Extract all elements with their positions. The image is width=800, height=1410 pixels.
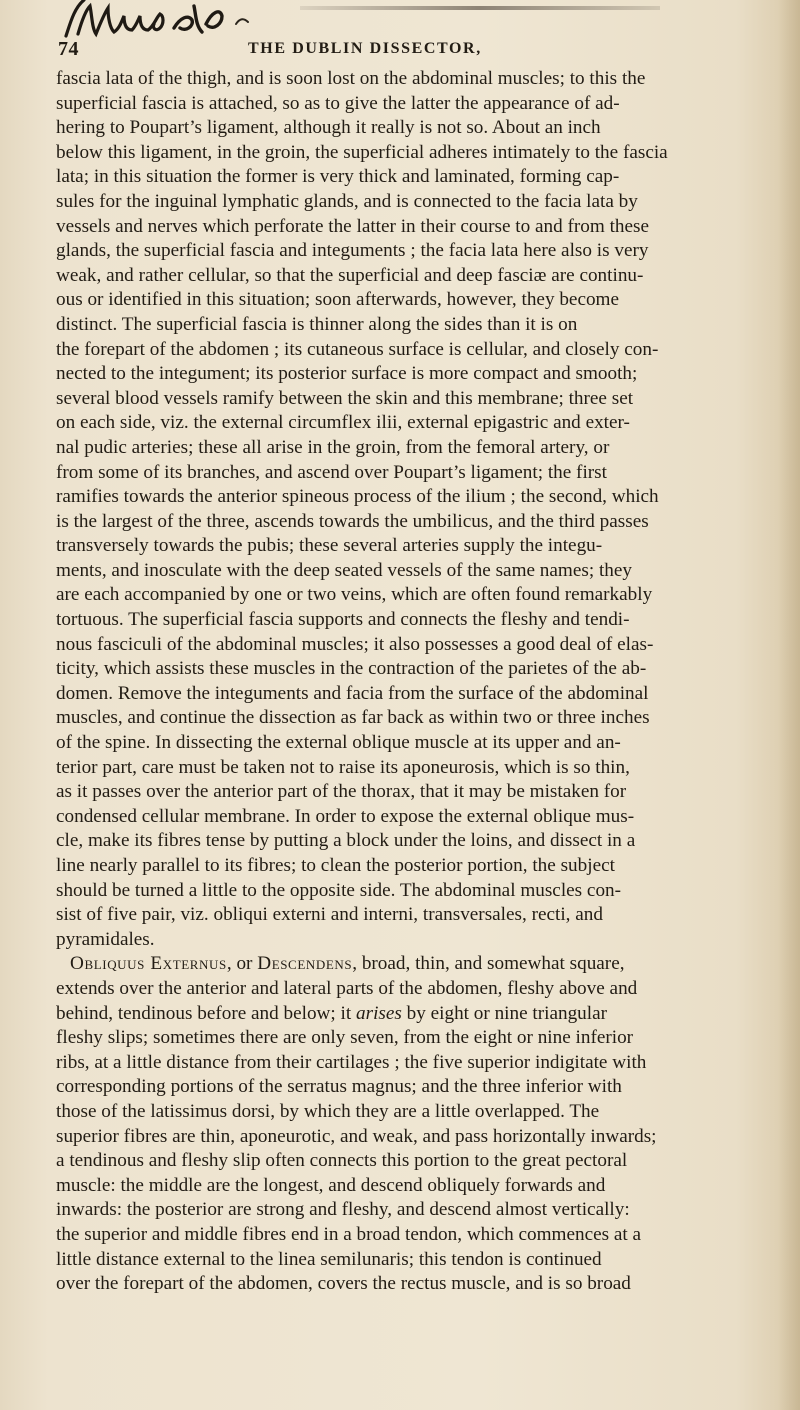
top-ink-rule bbox=[300, 6, 660, 10]
text-line: is the largest of the three, ascends towards the umbilicus, and the third passes bbox=[56, 510, 649, 532]
text-line: should be turned a little to the opposite side. The abdominal muscles con- bbox=[56, 879, 622, 901]
text-line: sist of five pair, viz. obliqui externi and interni, transversales, recti, and bbox=[56, 904, 603, 926]
text-line: domen. Remove the integuments and facia from the surface of the abdominal bbox=[56, 682, 649, 704]
text-line: ments, and inosculate with the deep seated vessels of the same names; they bbox=[56, 559, 632, 581]
section-heading-term: Obliquus Externus bbox=[70, 953, 227, 975]
text-line: on each side, viz. the external circumflex ilii, external epigastric and exter- bbox=[56, 412, 630, 434]
emphasis-arises: arises bbox=[356, 1002, 402, 1024]
text-line: the superior and middle fibres end in a broad tendon, which commences at a bbox=[56, 1223, 642, 1245]
text-line: several blood vessels ramify between the skin and this membrane; three set bbox=[56, 387, 634, 409]
text-line: of the spine. In dissecting the external oblique muscle at its upper and an- bbox=[56, 732, 621, 754]
section-heading-alt-term: Descendens bbox=[257, 953, 353, 975]
body-text bbox=[56, 67, 784, 1297]
text-line: from some of its branches, and ascend over Poupart’s ligament; the first bbox=[56, 461, 607, 483]
text-line: pyramidales. bbox=[56, 928, 155, 950]
text-line: nected to the integument; its posterior surface is more compact and smooth; bbox=[56, 363, 638, 385]
text-line: over the forepart of the abdomen, covers the rectus muscle, and is so broad bbox=[56, 1273, 631, 1295]
handwritten-annotation bbox=[56, 0, 306, 40]
text-line: line nearly parallel to its fibres; to clean the posterior portion, the subject bbox=[56, 855, 615, 876]
text-line: ticity, which assists these muscles in the contraction of the parietes of the ab- bbox=[56, 658, 647, 680]
text-line: as it passes over the anterior part of the thorax, that it may be mistaken for bbox=[56, 781, 627, 803]
text-line: muscles, and continue the dissection as far back as within two or three inches bbox=[56, 707, 650, 729]
heading-line-rest: , broad, thin, and somewhat square, bbox=[352, 953, 625, 975]
heading-connector: , or bbox=[226, 953, 258, 975]
text-line: the forepart of the abdomen ; its cutaneous surface is cellular, and closely con- bbox=[56, 338, 659, 360]
text-line: fascia lata of the thigh, and is soon lost on the abdominal muscles; to this the bbox=[56, 68, 646, 89]
text-line: below this ligament, in the groin, the superficial adheres intimately to the fascia bbox=[56, 141, 668, 163]
text-fragment: behind, tendinous before and below; it bbox=[56, 1002, 352, 1024]
text-line: are each accompanied by one or two veins, which are often found remarkably bbox=[56, 584, 653, 606]
text-line: distinct. The superficial fascia is thinner along the sides than it is on bbox=[56, 313, 578, 335]
text-line: little distance external to the linea semilunaris; this tendon is continued bbox=[56, 1248, 602, 1270]
text-line: transversely towards the pubis; these several arteries supply the integu- bbox=[56, 535, 603, 557]
text-line: a tendinous and fleshy slip often connects this portion to the great pectoral bbox=[56, 1150, 628, 1172]
text-line: condensed cellular membrane. In order to expose the external oblique mus- bbox=[56, 805, 635, 827]
text-line: lata; in this situation the former is very thick and laminated, forming cap- bbox=[56, 166, 620, 188]
text-line: those of the latissimus dorsi, by which they are a little overlapped. The bbox=[56, 1100, 600, 1122]
text-line: fleshy slips; sometimes there are only seven, from the eight or nine inferior bbox=[56, 1027, 634, 1049]
text-line: corresponding portions of the serratus magnus; and the three inferior with bbox=[56, 1076, 622, 1098]
text-line: vessels and nerves which perforate the latter in their course to and from these bbox=[56, 215, 649, 237]
text-line: nous fasciculi of the abdominal muscles; it also possesses a good deal of elas- bbox=[56, 633, 654, 655]
section-heading-line bbox=[56, 952, 784, 977]
text-line: sules for the inguinal lymphatic glands, and is connected to the facia lata by bbox=[56, 190, 638, 212]
text-line: glands, the superficial fascia and integuments ; the facia lata here also is very bbox=[56, 240, 649, 262]
text-line: tortuous. The superficial fascia supports and connects the fleshy and tendi- bbox=[56, 609, 630, 631]
text-line: superficial fascia is attached, so as to give the latter the appearance of ad- bbox=[56, 92, 620, 114]
text-line: superior fibres are thin, aponeurotic, and weak, and pass horizontally inwards; bbox=[56, 1125, 657, 1147]
text-line: cle, make its fibres tense by putting a block under the loins, and dissect in a bbox=[56, 830, 636, 852]
page-number: 74 bbox=[58, 38, 79, 60]
text-line bbox=[56, 1002, 784, 1027]
text-fragment: by eight or nine triangular bbox=[401, 1002, 608, 1024]
text-line: extends over the anterior and lateral parts of the abdomen, fleshy above and bbox=[56, 977, 638, 999]
text-line: nal pudic arteries; these all arise in the groin, from the femoral artery, or bbox=[56, 436, 610, 458]
text-line: terior part, care must be taken not to raise its aponeurosis, which is so thin, bbox=[56, 756, 630, 778]
running-head: THE DUBLIN DISSECTOR, bbox=[248, 40, 482, 57]
text-line: weak, and rather cellular, so that the superficial and deep fasciæ are continu- bbox=[56, 264, 644, 286]
text-line: ous or identified in this situation; soon afterwards, however, they become bbox=[56, 289, 619, 311]
text-line: muscle: the middle are the longest, and descend obliquely forwards and bbox=[56, 1174, 606, 1196]
text-line: ramifies towards the anterior spineous process of the ilium ; the second, which bbox=[56, 486, 659, 508]
text-line: inwards: the posterior are strong and fleshy, and descend almost vertically: bbox=[56, 1199, 630, 1221]
text-line: hering to Poupart’s ligament, although it really is not so. About an inch bbox=[56, 117, 601, 139]
text-line: ribs, at a little distance from their cartilages ; the five superior indigitate with bbox=[56, 1051, 647, 1073]
